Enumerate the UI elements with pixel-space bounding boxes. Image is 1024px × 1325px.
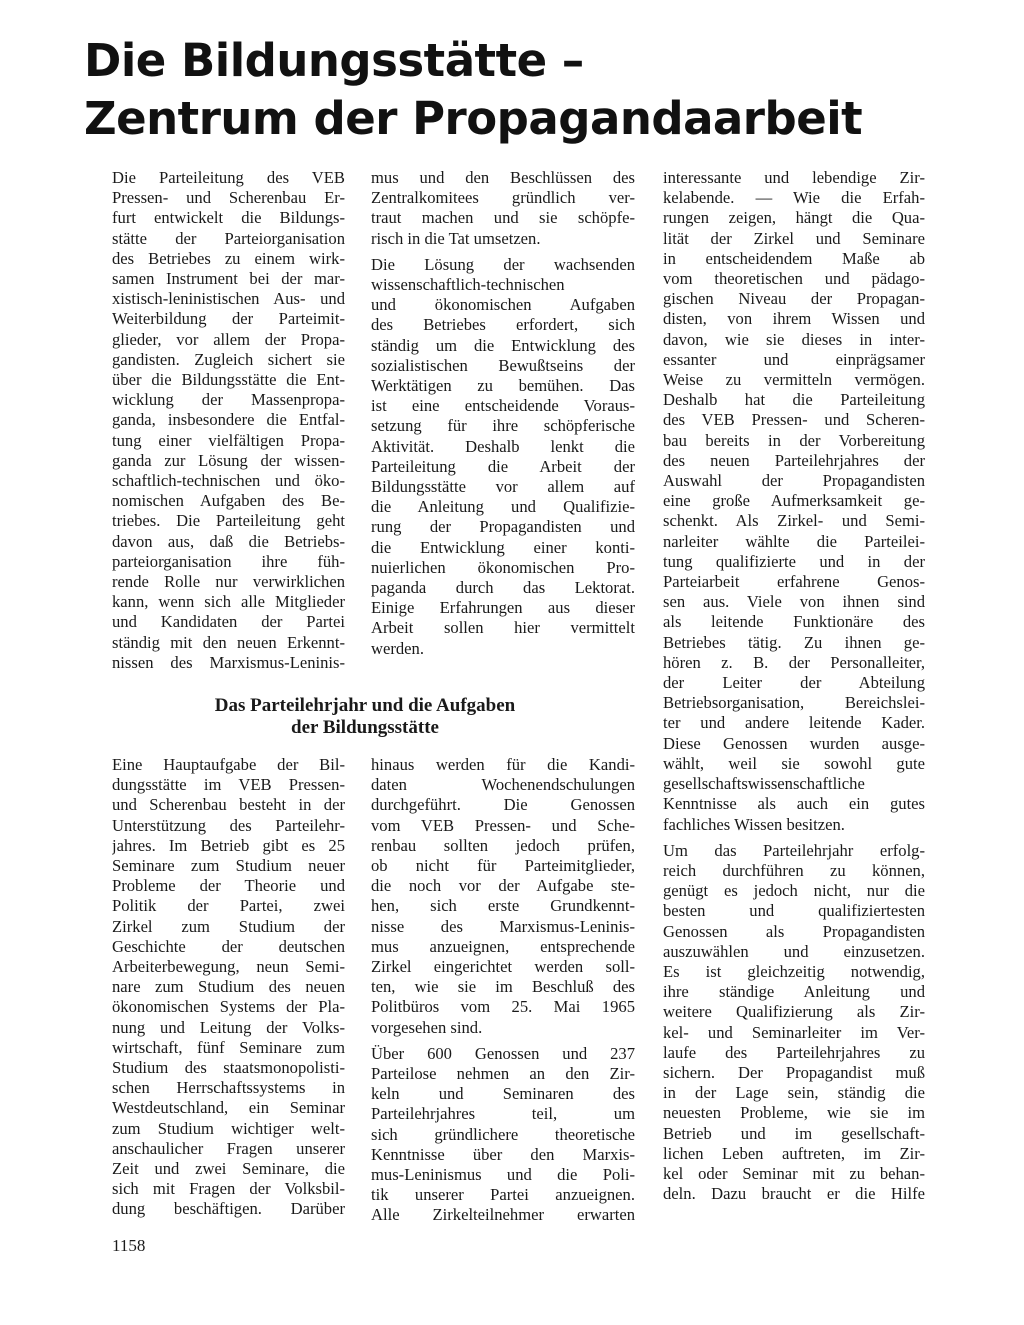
text-line: durchgeführt. Die Genossen	[371, 795, 635, 815]
text-line: Unterstützung des Parteilehr-	[112, 815, 345, 835]
text-line: Deshalb hat die Parteileitung	[663, 390, 925, 410]
text-line: rende Rolle nur verwirklichen	[112, 572, 345, 592]
text-line: furt entwickelt die Bildungs-	[112, 208, 345, 228]
text-line: deln. Dazu braucht er die Hilfe	[663, 1184, 925, 1204]
text-line: davon, wie sie dieses in inter-	[663, 329, 925, 349]
paragraph	[663, 841, 925, 1205]
text-line: ihre ständige Anleitung und	[663, 982, 925, 1002]
paragraph	[371, 755, 635, 1038]
paragraph	[371, 168, 635, 249]
text-line: vom theoretischen und pädago-	[663, 269, 925, 289]
text-line: wicklung der Massenpropa-	[112, 390, 345, 410]
text-line: hen, sich erste Grundkennt-	[371, 896, 635, 916]
text-line: traut machen und sie schöpfe-	[371, 208, 635, 228]
text-line: ganda, insbesondere die Entfal-	[112, 410, 345, 430]
text-line: Politik der Partei, zwei	[112, 896, 345, 916]
text-line: ist eine entscheidende Voraus-	[371, 396, 635, 416]
text-line: gesellschaftswissenschaftliche	[663, 774, 865, 794]
text-line: Westdeutschland, ein Seminar	[112, 1098, 345, 1118]
text-line: nomischen Aufgaben des Be-	[112, 491, 345, 511]
text-line: Studium des staatsmonopolisti-	[112, 1058, 345, 1078]
text-line: Zeit und zwei Seminare, die	[112, 1159, 345, 1179]
text-line: zum Studium wichtiger welt-	[112, 1118, 345, 1138]
text-line: weitere Qualifizierung als Zir-	[663, 1002, 925, 1022]
text-line: renbau sollten jedoch prüfen,	[371, 835, 635, 855]
text-line: ter und andere leitende Kader.	[663, 713, 925, 733]
text-line: xistisch-leninistischen Aus- und	[112, 289, 345, 309]
text-line: neuesten Probleme, wie sie im	[663, 1103, 925, 1123]
text-line: kel oder Seminar mit zu behan-	[663, 1163, 925, 1183]
text-line: des Betriebes erfordert, sich	[371, 315, 635, 335]
text-line: parteiorganisation ihre füh-	[112, 551, 345, 571]
text-line: fachliches Wissen besitzen.	[663, 814, 845, 834]
text-line: stätte der Parteiorganisation	[112, 228, 345, 248]
text-line: Zirkel zum Studium der	[112, 916, 345, 936]
text-line: Zentralkomitees gründlich ver-	[371, 188, 635, 208]
text-column-2	[371, 168, 635, 659]
text-line: Parteilose nehmen an den Zir-	[371, 1064, 635, 1084]
text-line: sichern. Der Propagandist muß	[663, 1062, 925, 1082]
text-line: narleiter wählte die Parteilei-	[663, 531, 925, 551]
paragraph	[371, 1044, 635, 1226]
text-column-4	[112, 755, 345, 1220]
text-line: lität der Zirkel und Seminare	[663, 228, 925, 248]
text-line: des Betriebes zu einem wirk-	[112, 248, 345, 268]
text-line: der Leiter der Abteilung	[663, 673, 925, 693]
text-column-3	[663, 168, 925, 1204]
page-number: 1158	[112, 1236, 146, 1255]
text-line: die noch vor der Aufgabe ste-	[371, 876, 635, 896]
text-line: in der Lage sein, ständig die	[663, 1083, 925, 1103]
text-line: hören z. B. der Personalleiter,	[663, 652, 925, 672]
text-line: kel- und Seminarleiter im Ver-	[663, 1022, 925, 1042]
text-line: mus-Leninismus und die Poli-	[371, 1165, 635, 1185]
text-line: Weiterbildung der Parteimit-	[112, 309, 345, 329]
text-line: kann, wenn sich alle Mitglieder	[112, 592, 345, 612]
text-line: essanter und einprägsamer	[663, 349, 925, 369]
text-line: gandisten. Zugleich sichert sie	[112, 349, 345, 369]
text-line: dung beschäftigen. Darüber	[112, 1199, 345, 1219]
text-line: Diese Genossen wurden ausge-	[663, 733, 925, 753]
text-line: Es ist gleichzeitig notwendig,	[663, 961, 925, 981]
text-line: Arbeit sollen hier vermittelt	[371, 618, 635, 638]
text-line: genügt es jedoch nicht, nur die	[663, 881, 925, 901]
section-heading-line-1: Das Parteilehrjahr und die Aufgaben	[214, 695, 516, 716]
text-line: lichen Leben auftreten, im Zir-	[663, 1143, 925, 1163]
text-line: über die Bildungsstätte die Ent-	[112, 370, 345, 390]
text-line: nisse des Marxismus-Leninis-	[371, 916, 635, 936]
text-line: Betriebsorganisation, Bereichslei-	[663, 693, 925, 713]
text-line: des VEB Pressen- und Scheren-	[663, 410, 925, 430]
text-line: besten und qualifiziertesten	[663, 901, 925, 921]
text-line: daten Wochenendschulungen	[371, 775, 635, 795]
text-line: und Kandidaten der Partei	[112, 612, 345, 632]
text-line: kelabende. — Wie die Erfah-	[663, 188, 925, 208]
text-line: Parteileitung die Arbeit der	[371, 456, 635, 476]
text-line: schen Herrschaftssystems in	[112, 1078, 345, 1098]
text-line: Seminare zum Studium neuer	[112, 856, 345, 876]
text-line: schenkt. Als Zirkel- und Semi-	[663, 511, 925, 531]
section-heading-line-2: der Bildungsstätte	[291, 717, 439, 738]
title-line-1: Die Bildungsstätte –	[84, 34, 584, 87]
text-line: ob nicht für Parteimitglieder,	[371, 856, 635, 876]
text-line: nissen des Marxismus-Leninis-	[112, 652, 345, 672]
text-line: jahres. Im Betrieb gibt es 25	[112, 835, 345, 855]
text-line: ständig mit den neuen Erkennt-	[112, 632, 345, 652]
text-line: werden.	[371, 638, 424, 658]
text-line: vom VEB Pressen- und Sche-	[371, 815, 635, 835]
text-line: Arbeiterbewegung, neun Semi-	[112, 957, 345, 977]
text-line: nuierlichen ökonomischen Pro-	[371, 557, 635, 577]
text-line: sen aus. Viele von ihnen sind	[663, 592, 925, 612]
title-line-2: Zentrum der Propagandaarbeit	[84, 92, 863, 145]
text-line: laufe des Parteilehrjahres zu	[663, 1042, 925, 1062]
text-line: Alle Zirkelteilnehmer erwarten	[371, 1205, 635, 1225]
text-line: Einige Erfahrungen aus dieser	[371, 598, 635, 618]
text-line: paganda durch das Lektorat.	[371, 578, 635, 598]
text-line: auszuwählen und einzusetzen.	[663, 941, 925, 961]
text-line: schaftlich-technischen und öko-	[112, 471, 345, 491]
text-line: die Entwicklung einer konti-	[371, 537, 635, 557]
text-line: nung und Leitung der Volks-	[112, 1017, 345, 1037]
text-line: Bildungsstätte vor allem auf	[371, 477, 635, 497]
text-line: vorgesehen sind.	[371, 1017, 483, 1037]
text-line: Um das Parteilehrjahr erfolg-	[663, 840, 925, 860]
text-line: Geschichte der deutschen	[112, 936, 345, 956]
text-line: tung einer vielfältigen Propa-	[112, 430, 345, 450]
text-line: Die Lösung der wachsenden	[371, 254, 635, 274]
text-line: ten, wie sie im Beschluß des	[371, 977, 635, 997]
text-line: setzung für ihre schöpferische	[371, 416, 635, 436]
text-line: bau bereits in der Vorbereitung	[663, 430, 925, 450]
text-line: Kenntnisse als auch ein gutes	[663, 794, 925, 814]
text-line: wählt, weil sie sowohl gute	[663, 753, 925, 773]
text-line: die Anleitung und Qualifizie-	[371, 497, 635, 517]
paragraph	[371, 255, 635, 659]
paragraph	[112, 168, 345, 673]
text-line: Werktätigen zu bemühen. Das	[371, 376, 635, 396]
text-line: als leitende Funktionäre des	[663, 612, 925, 632]
text-line: tik unserer Partei anzueignen.	[371, 1185, 635, 1205]
text-line: sozialistischen Bewußtseins der	[371, 355, 635, 375]
text-line: Betrieb und im gesellschaft-	[663, 1123, 925, 1143]
text-line: disten, von ihrem Wissen und	[663, 309, 925, 329]
text-line: samen Instrument bei der mar-	[112, 269, 345, 289]
text-line: Die Parteileitung des VEB	[112, 168, 345, 187]
text-line: nare zum Studium des neuen	[112, 977, 345, 997]
text-line: Parteilehrjahres teil, um	[371, 1104, 635, 1124]
paragraph	[663, 168, 925, 835]
text-line: Betriebes tätig. Zu ihnen ge-	[663, 632, 925, 652]
text-line: Über 600 Genossen und 237	[371, 1043, 635, 1063]
section-heading	[150, 695, 580, 739]
text-line: gischen Niveau der Propagan-	[663, 289, 925, 309]
text-line: triebes. Die Parteileitung geht	[112, 511, 345, 531]
text-line: davon aus, daß die Betriebs-	[112, 531, 345, 551]
text-line: Genossen als Propagandisten	[663, 921, 925, 941]
text-line: wissenschaftlich-technischen	[371, 275, 565, 295]
text-column-5	[371, 755, 635, 1226]
text-line: mus und den Beschlüssen des	[371, 168, 635, 187]
paragraph	[112, 755, 345, 1220]
text-line: und ökonomischen Aufgaben	[371, 295, 635, 315]
text-line: glieder, vor allem der Propa-	[112, 329, 345, 349]
text-line: Kenntnisse über den Marxis-	[371, 1144, 635, 1164]
text-line: hinaus werden für die Kandi-	[371, 755, 635, 774]
text-line: keln und Seminaren des	[371, 1084, 635, 1104]
text-line: reich durchführen zu können,	[663, 860, 925, 880]
text-line: Politbüros vom 25. Mai 1965	[371, 997, 635, 1017]
text-line: risch in die Tat umsetzen.	[371, 228, 541, 248]
text-line: interessante und lebendige Zir-	[663, 168, 925, 187]
text-line: Parteiarbeit erfahrene Genos-	[663, 572, 925, 592]
text-line: Zirkel eingerichtet werden soll-	[371, 957, 635, 977]
text-line: rung der Propagandisten und	[371, 517, 635, 537]
text-line: sich gründlichere theoretische	[371, 1124, 635, 1144]
text-line: Auswahl der Propagandisten	[663, 471, 925, 491]
text-line: Probleme der Theorie und	[112, 876, 345, 896]
text-line: wirtschaft, fünf Seminare zum	[112, 1037, 345, 1057]
text-line: Pressen- und Scherenbau Er-	[112, 188, 345, 208]
text-line: ständig um die Entwicklung des	[371, 335, 635, 355]
text-line: sich mit Fragen der Volksbil-	[112, 1179, 345, 1199]
text-line: Weise zu vermitteln vermögen.	[663, 370, 925, 390]
text-line: in entscheidendem Maße ab	[663, 248, 925, 268]
text-line: eine große Aufmerksamkeit ge-	[663, 491, 925, 511]
text-line: und Scherenbau besteht in der	[112, 795, 345, 815]
text-line: rungen zeigen, hängt die Qua-	[663, 208, 925, 228]
text-line: tung qualifizierte und in der	[663, 551, 925, 571]
text-line: dungsstätte im VEB Pressen-	[112, 775, 345, 795]
text-line: des neuen Parteilehrjahres der	[663, 450, 925, 470]
text-line: anschaulicher Fragen unserer	[112, 1138, 345, 1158]
article-title	[84, 32, 984, 148]
text-column-1	[112, 168, 345, 673]
text-line: mus anzueignen, entsprechende	[371, 936, 635, 956]
text-line: ökonomischen Systems der Pla-	[112, 997, 345, 1017]
text-line: Aktivität. Deshalb lenkt die	[371, 436, 635, 456]
text-line: ganda zur Lösung der wissen-	[112, 450, 345, 470]
text-line: Eine Hauptaufgabe der Bil-	[112, 755, 345, 774]
